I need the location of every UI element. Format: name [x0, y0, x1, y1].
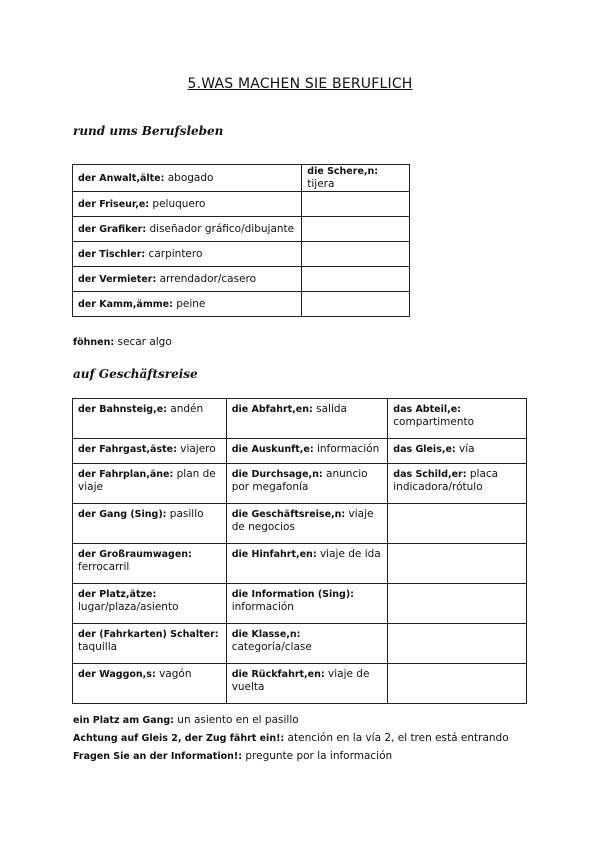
table-cell — [73, 439, 227, 464]
table-cell — [302, 267, 410, 292]
term: das Gleis,e: — [393, 444, 456, 455]
vocab-table-career — [72, 164, 410, 317]
table-cell — [73, 399, 227, 439]
table-cell — [226, 624, 388, 664]
term: der Waggon,s: — [78, 669, 156, 680]
meaning: abogado — [164, 171, 214, 184]
table-cell — [388, 624, 527, 664]
term: der Vermieter: — [78, 273, 157, 285]
term: der Fahrgast,äste: — [78, 444, 177, 455]
term: der Tischler: — [78, 248, 146, 260]
table-cell — [388, 504, 527, 544]
table-cell — [302, 292, 410, 317]
table-row — [73, 192, 410, 217]
meaning: salida — [312, 403, 347, 415]
table-cell — [73, 464, 227, 504]
table-cell — [73, 292, 302, 317]
term: die Geschäftsreise,n: — [231, 509, 346, 520]
table-cell — [73, 267, 302, 292]
meaning: información — [231, 601, 294, 613]
term: die Schere,n: — [307, 166, 379, 177]
term: der Anwalt,älte: — [78, 172, 165, 184]
term: der Gang (Sing): — [78, 509, 167, 520]
table-cell — [73, 504, 227, 544]
term: der Fahrplan,äne: — [78, 469, 174, 480]
table-cell — [226, 439, 388, 464]
meaning: arrendador/casero — [156, 272, 257, 285]
meaning: tijera — [307, 178, 335, 190]
term: die Durchsage,n: — [231, 469, 323, 480]
term: der Friseur,e: — [78, 198, 150, 210]
table-cell — [388, 664, 527, 704]
meaning: vía — [455, 443, 475, 455]
term: der (Fahrkarten) Schalter: — [78, 629, 219, 640]
term: der Grafiker: — [78, 223, 147, 235]
term: der Großraumwagen: — [78, 549, 192, 560]
term: die Hinfahrt,en: — [231, 549, 317, 560]
table-row — [73, 544, 527, 584]
phrase-line — [73, 750, 392, 762]
phrase-line — [73, 732, 509, 744]
meaning: anuncio por megafonía — [231, 468, 368, 493]
table-cell — [302, 192, 410, 217]
meaning: carpintero — [145, 247, 203, 260]
table-row — [73, 399, 527, 439]
term: Fragen Sie an der Information!: — [73, 751, 243, 762]
term: die Rückfahrt,en: — [231, 669, 325, 680]
table-cell — [302, 242, 410, 267]
term: das Schild,er: — [393, 469, 467, 480]
table-cell — [73, 242, 302, 267]
table-cell — [226, 399, 388, 439]
meaning: viaje de vuelta — [231, 668, 370, 693]
table-row — [73, 584, 527, 624]
table-cell — [388, 464, 527, 504]
term: die Auskunft,e: — [231, 444, 314, 455]
table-cell — [73, 624, 227, 664]
table-cell — [388, 544, 527, 584]
table-cell — [226, 664, 388, 704]
table-cell — [388, 584, 527, 624]
term: föhnen: — [73, 337, 115, 348]
term: das Abteil,e: — [393, 404, 461, 415]
term: der Bahnsteig,e: — [78, 404, 167, 415]
vocab-line-foehnen — [73, 336, 172, 348]
table-cell — [73, 544, 227, 584]
meaning: peluquero — [149, 197, 206, 210]
table-cell — [73, 192, 302, 217]
meaning: atención en la vía 2, el tren está entrando — [284, 732, 509, 744]
table-cell — [226, 464, 388, 504]
table-cell — [226, 544, 388, 584]
section-heading-business-trip: auf Geschäftsreise — [73, 367, 198, 381]
meaning: diseñador gráfico/dibujante — [146, 222, 295, 235]
table-cell — [302, 217, 410, 242]
meaning: placa indicadora/rótulo — [393, 468, 499, 493]
meaning: pregunte por la información — [242, 750, 393, 762]
meaning: viajero — [176, 443, 216, 455]
term: Achtung auf Gleis 2, der Zug fährt ein!: — [73, 733, 285, 744]
term: die Abfahrt,en: — [231, 404, 313, 415]
meaning: andén — [166, 403, 204, 415]
meaning: ferrocarril — [78, 561, 130, 573]
table-row — [73, 664, 527, 704]
meaning: categoría/clase — [231, 641, 312, 653]
table-cell — [388, 439, 527, 464]
meaning: secar algo — [114, 336, 172, 348]
table-cell — [73, 664, 227, 704]
table-row — [73, 464, 527, 504]
term: die Klasse,n: — [231, 629, 301, 640]
meaning: plan de viaje — [78, 468, 216, 493]
meaning: viaje de ida — [316, 548, 381, 560]
term: ein Platz am Gang: — [73, 715, 174, 726]
table-row — [73, 267, 410, 292]
phrase-line — [73, 714, 299, 726]
table-row — [73, 292, 410, 317]
table-row — [73, 165, 410, 192]
term: der Platz,ätze: — [78, 589, 157, 600]
table-cell — [73, 584, 227, 624]
table-cell — [388, 399, 527, 439]
meaning: información — [313, 443, 380, 455]
vocab-table-business-trip — [72, 398, 527, 704]
table-row — [73, 439, 527, 464]
table-row — [73, 217, 410, 242]
section-heading-career: rund ums Berufsleben — [73, 124, 224, 138]
table-row — [73, 624, 527, 664]
table-row — [73, 242, 410, 267]
meaning: pasillo — [166, 508, 204, 520]
meaning: un asiento en el pasillo — [173, 714, 299, 726]
term: die Information (Sing): — [231, 589, 354, 600]
table-cell — [73, 217, 302, 242]
table-cell — [302, 165, 410, 192]
meaning: compartimento — [393, 416, 475, 428]
term: der Kamm,ämme: — [78, 298, 173, 310]
meaning: taquilla — [78, 641, 118, 653]
table-cell — [226, 504, 388, 544]
meaning: vagón — [155, 668, 192, 680]
meaning: viaje de negocios — [231, 508, 374, 533]
table-cell — [73, 165, 302, 192]
meaning: peine — [172, 297, 206, 310]
table-row — [73, 504, 527, 544]
meaning: lugar/plaza/asiento — [78, 601, 179, 613]
table-cell — [226, 584, 388, 624]
page-title: 5.WAS MACHEN SIE BERUFLICH — [187, 76, 413, 92]
